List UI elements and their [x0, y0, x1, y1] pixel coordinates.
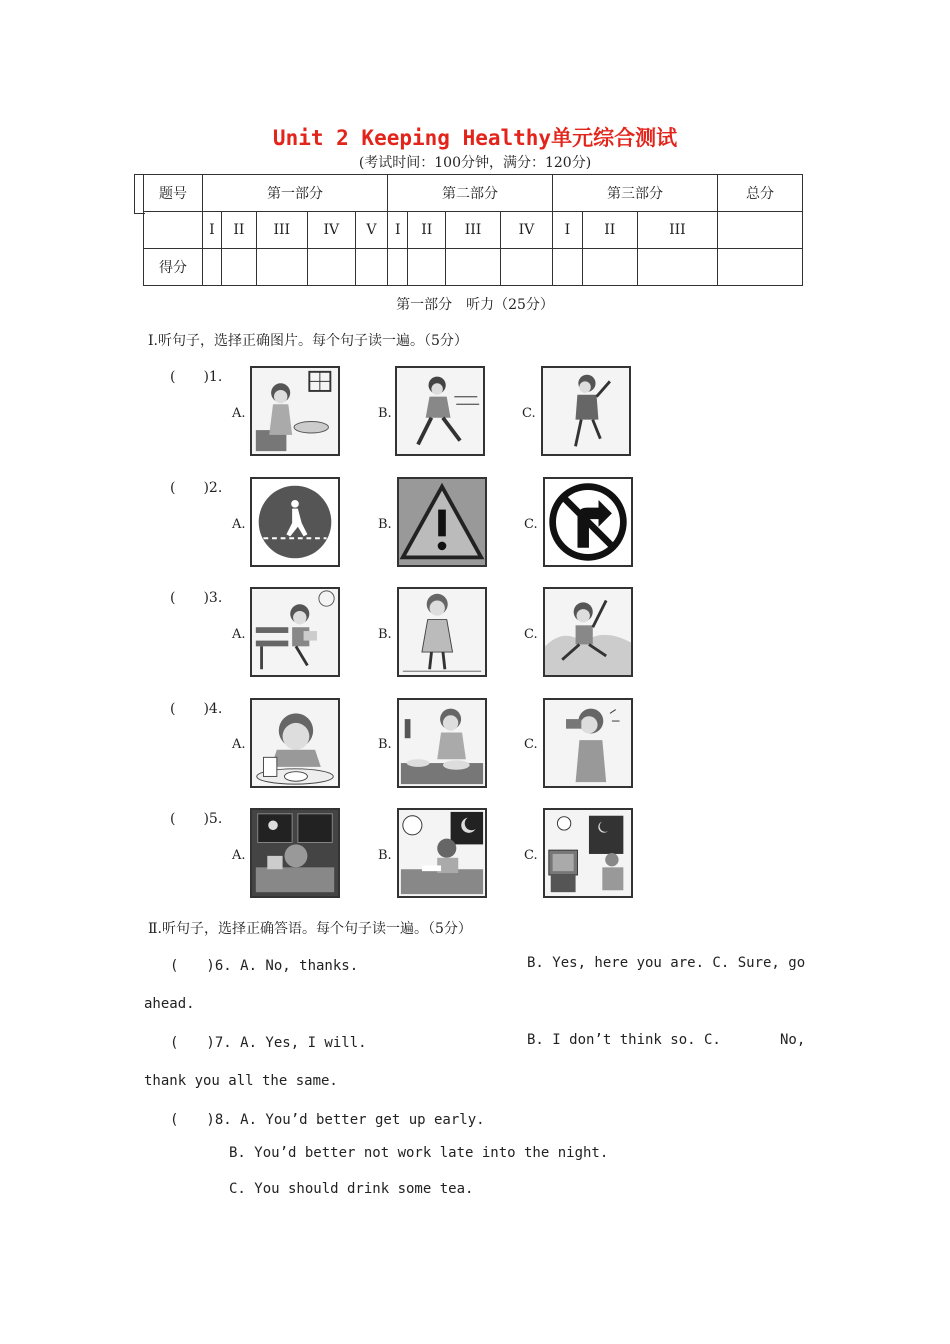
table-header-part3: 第三部分 — [552, 175, 717, 212]
question-6-options-bc[interactable]: B. Yes, here you are. C. Sure, go — [527, 955, 806, 971]
question-number[interactable]: ( )5. — [170, 811, 223, 827]
table-left-offset — [134, 174, 145, 214]
girl-running-icon[interactable] — [395, 366, 485, 456]
score-input-cell[interactable] — [637, 249, 717, 286]
boy-exercising-icon[interactable] — [543, 587, 633, 677]
option-letter: B. — [378, 627, 392, 642]
table-cell: I — [552, 212, 582, 249]
question-number[interactable]: ( )1. — [170, 369, 223, 385]
page-title: Unit 2 Keeping Healthy单元综合测试 — [272, 126, 678, 150]
table-cell: III — [637, 212, 717, 249]
option-letter: B. — [378, 737, 392, 752]
question-7-option-c-text: No, — [780, 1032, 806, 1048]
table-cell: I — [388, 212, 408, 249]
table-cell: III — [446, 212, 501, 249]
score-input-cell[interactable] — [582, 249, 637, 286]
question-number[interactable]: ( )3. — [170, 590, 223, 606]
option-letter: B. — [378, 848, 392, 863]
question-number[interactable]: ( )2. — [170, 480, 223, 496]
question-8-option-b[interactable]: B. You’d better not work late into the night. — [229, 1145, 609, 1161]
table-cell: II — [221, 212, 256, 249]
option-letter: B. — [378, 406, 392, 421]
table-cell: II — [408, 212, 446, 249]
exam-info: (考试时间：100分钟，满分：120分) — [358, 155, 592, 171]
man-watching-tv-icon[interactable] — [543, 808, 633, 898]
table-header-part2: 第二部分 — [388, 175, 553, 212]
girl-reading-on-bench-icon[interactable] — [250, 587, 340, 677]
table-header-total: 总分 — [718, 175, 803, 212]
score-input-cell[interactable] — [718, 249, 803, 286]
table-cell: IV — [307, 212, 355, 249]
table-cell: I — [203, 212, 222, 249]
section1-heading: Ⅰ.听句子，选择正确图片。每个句子读一遍。（5分） — [148, 333, 468, 349]
question-6-option-a[interactable]: ( )6. A. No, thanks. — [170, 958, 359, 974]
option-letter: C. — [522, 406, 536, 421]
score-input-cell[interactable] — [552, 249, 582, 286]
girl-dancing-icon[interactable] — [541, 366, 631, 456]
section2-heading: Ⅱ.听句子，选择正确答语。每个句子读一遍。（5分） — [148, 921, 472, 937]
option-letter: C. — [524, 627, 538, 642]
option-letter: C. — [524, 737, 538, 752]
table-cell — [144, 212, 203, 249]
woman-eating-icon[interactable] — [543, 698, 633, 788]
table-score-label: 得分 — [144, 249, 203, 286]
question-6-continuation: ahead. — [144, 996, 195, 1012]
score-input-cell[interactable] — [388, 249, 408, 286]
option-letter: A. — [232, 517, 246, 532]
score-input-cell[interactable] — [355, 249, 387, 286]
question-number[interactable]: ( )4. — [170, 701, 223, 717]
option-letter: A. — [232, 406, 246, 421]
boy-studying-at-night-icon[interactable] — [397, 808, 487, 898]
question-8-option-a[interactable]: ( )8. A. You’d better get up early. — [170, 1112, 485, 1128]
girl-standing-icon[interactable] — [397, 587, 487, 677]
no-right-turn-sign-icon[interactable] — [543, 477, 633, 567]
option-letter: B. — [378, 517, 392, 532]
table-cell: II — [582, 212, 637, 249]
question-7-option-a[interactable]: ( )7. A. Yes, I will. — [170, 1035, 367, 1051]
option-letter: C. — [524, 848, 538, 863]
table-header-number: 题号 — [144, 175, 203, 212]
score-input-cell[interactable] — [307, 249, 355, 286]
part1-title: 第一部分 听力（25分） — [396, 297, 554, 313]
table-header-part1: 第一部分 — [203, 175, 388, 212]
question-7-options-bc[interactable]: B. I don’t think so. C. — [527, 1032, 721, 1048]
score-input-cell[interactable] — [408, 249, 446, 286]
score-input-cell[interactable] — [500, 249, 552, 286]
option-letter: A. — [232, 627, 246, 642]
question-8-option-c[interactable]: C. You should drink some tea. — [229, 1181, 474, 1197]
score-table — [143, 174, 803, 286]
girl-brushing-teeth-icon[interactable] — [250, 366, 340, 456]
warning-sign-icon[interactable] — [397, 477, 487, 567]
table-cell: IV — [500, 212, 552, 249]
option-letter: A. — [232, 848, 246, 863]
woman-cooking-icon[interactable] — [397, 698, 487, 788]
score-input-cell[interactable] — [203, 249, 222, 286]
boy-at-breakfast-icon[interactable] — [250, 698, 340, 788]
score-input-cell[interactable] — [221, 249, 256, 286]
score-input-cell[interactable] — [446, 249, 501, 286]
option-letter: A. — [232, 737, 246, 752]
table-cell: III — [256, 212, 307, 249]
option-letter: C. — [524, 517, 538, 532]
table-cell: V — [355, 212, 387, 249]
pedestrian-sign-icon[interactable] — [250, 477, 340, 567]
table-cell — [718, 212, 803, 249]
boy-sleeping-at-desk-icon[interactable] — [250, 808, 340, 898]
score-input-cell[interactable] — [256, 249, 307, 286]
question-7-continuation: thank you all the same. — [144, 1073, 338, 1089]
